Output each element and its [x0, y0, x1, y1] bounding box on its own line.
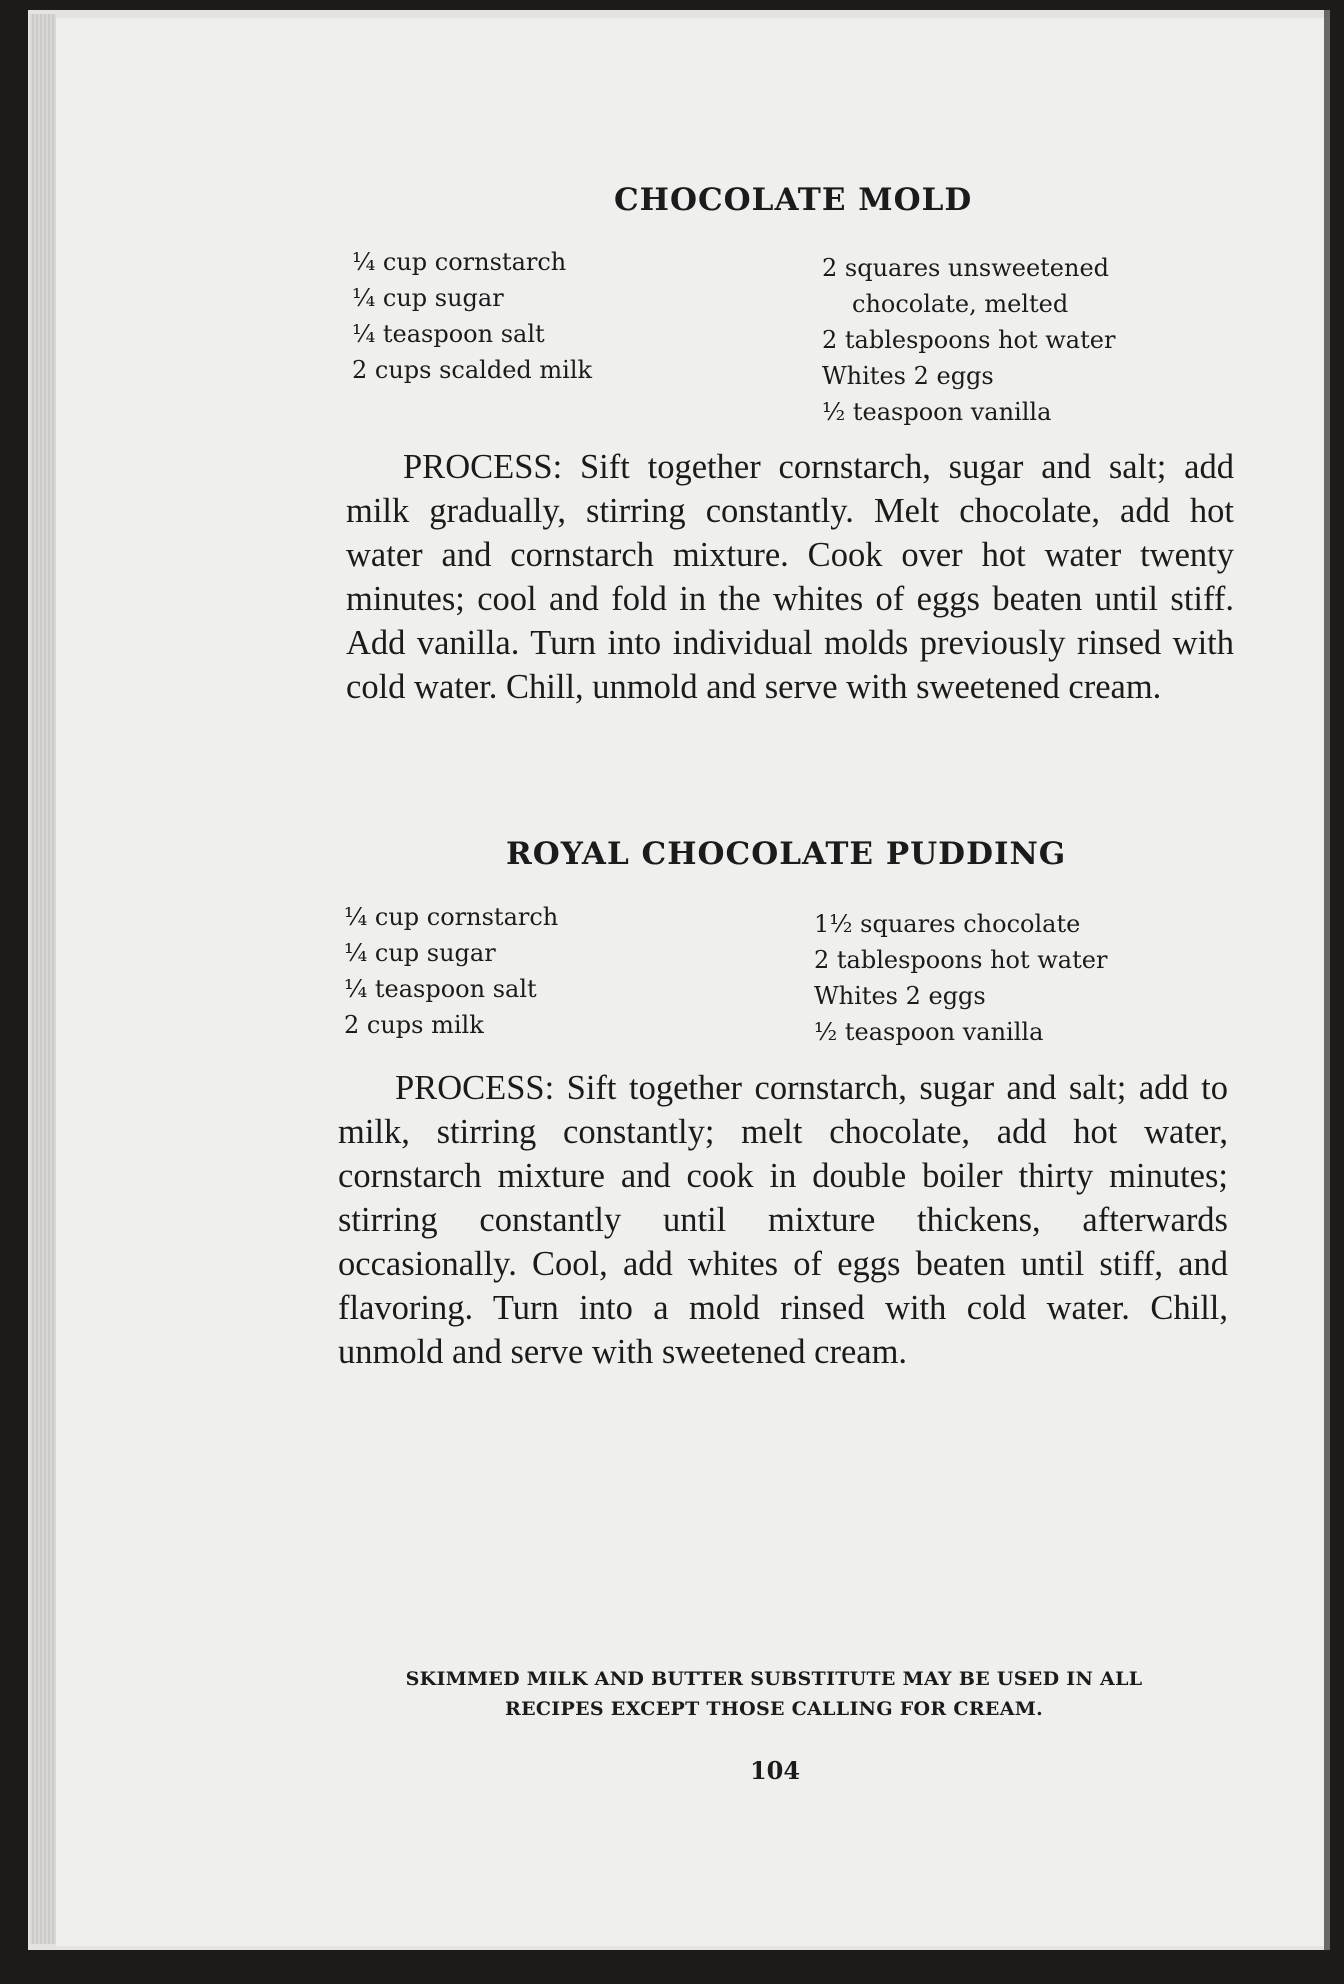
page-number: 104	[749, 1756, 801, 1785]
ingredients-left-chocolate-mold	[352, 244, 592, 388]
substitution-notice	[318, 1664, 1230, 1724]
ingredient: Whites 2 eggs	[814, 982, 986, 1010]
ingredient: 2 cups scalded milk	[352, 356, 593, 384]
ingredient: Whites 2 eggs	[822, 362, 994, 390]
ingredient: chocolate, melted	[852, 290, 1069, 318]
ingredient: ¼ cup cornstarch	[352, 248, 567, 276]
ingredient: ¼ teaspoon salt	[352, 320, 545, 348]
notice-line: RECIPES EXCEPT THOSE CALLING FOR CREAM.	[505, 1698, 1043, 1720]
recipe-title-royal-chocolate-pudding: ROYAL CHOCOLATE PUDDING	[506, 836, 1067, 872]
ingredient: ¼ teaspoon salt	[344, 975, 537, 1003]
process-chocolate-mold	[346, 445, 1234, 709]
ingredient: 1½ squares chocolate	[814, 910, 1081, 938]
ingredient: 2 tablespoons hot water	[814, 946, 1108, 974]
process-text: PROCESS: Sift together cornstarch, sugar and salt; add milk gradually, stirring constantly. Melt chocolate, add hot water and cornstarch mixture. Cook over hot water twenty minutes; cool and fold in the whites of eggs beaten until stiff. Add vanilla. Turn into individual molds previously rinsed with cold water. Chill, unmold and serve with sweetened cream.	[346, 448, 1234, 706]
ingredient: ¼ cup cornstarch	[344, 903, 559, 931]
ingredient: ¼ cup sugar	[352, 284, 504, 312]
notice-line: SKIMMED MILK AND BUTTER SUBSTITUTE MAY BE USED IN ALL	[405, 1668, 1143, 1690]
ingredients-right-chocolate-mold	[822, 250, 1115, 430]
ingredients-right-royal-chocolate-pudding	[814, 906, 1107, 1050]
ingredient: ½ teaspoon vanilla	[814, 1018, 1044, 1046]
ingredient: ¼ cup sugar	[344, 939, 496, 967]
ingredient: 2 squares unsweetened	[822, 254, 1110, 282]
process-royal-chocolate-pudding	[338, 1066, 1228, 1374]
ingredients-left-royal-chocolate-pudding	[344, 899, 558, 1043]
ingredient: ½ teaspoon vanilla	[822, 398, 1052, 426]
ingredient: 2 cups milk	[344, 1011, 484, 1039]
process-text: PROCESS: Sift together cornstarch, sugar and salt; add to milk, stirring constantly; melt chocolate, add hot water, cornstarch mixture and cook in double boiler thirty minutes; stirring constantly until mixture thickens, afterwards occasionally. Cool, add whites of eggs beaten until stiff, and flavoring. Turn into a mold rinsed with cold water. Chill, unmold and serve with sweetened cream.	[338, 1069, 1228, 1371]
ingredient: 2 tablespoons hot water	[822, 326, 1116, 354]
recipe-title-chocolate-mold: CHOCOLATE MOLD	[614, 182, 973, 218]
